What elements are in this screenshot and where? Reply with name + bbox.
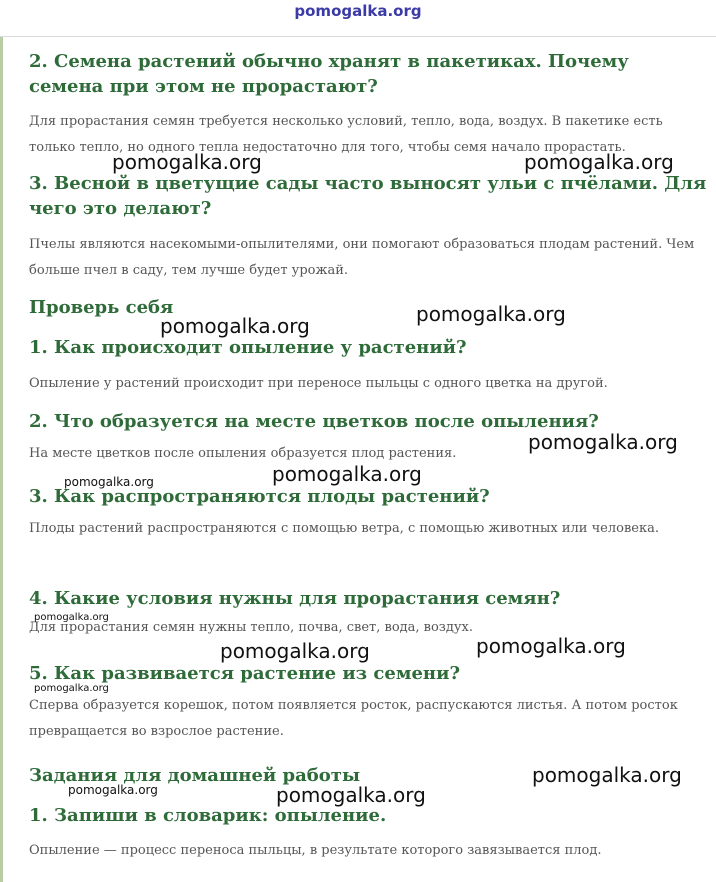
question-block	[29, 586, 709, 641]
watermark: pomogalka.org	[528, 430, 678, 454]
question-heading: 3. Весной в цветущие сады часто выносят ульи с пчёлами. Для чего это делают?	[29, 173, 707, 219]
question-heading: 4. Какие условия нужны для прорастания семян?	[29, 588, 561, 609]
watermark: pomogalka.org	[532, 763, 682, 787]
question-block	[29, 803, 709, 864]
question-heading: 2. Семена растений обычно хранят в пакетиках. Почему семена при этом не прорастают?	[29, 51, 629, 97]
watermark: pomogalka.org	[476, 634, 626, 658]
question-heading: 5. Как развивается растение из семени?	[29, 663, 460, 684]
question-heading: 1. Запиши в словарик: опыление.	[29, 805, 387, 826]
section-heading-block	[29, 295, 709, 320]
answer-text: Пчелы являются насекомыми-опылителями, они помогают образоваться плодам растений. Чем больше пчел в саду, тем лучше будет урожай.	[29, 237, 695, 278]
section-heading: Проверь себя	[29, 297, 174, 318]
watermark: pomogalka.org	[112, 150, 262, 174]
answer-text: На месте цветков после опыления образуется плод растения.	[29, 446, 457, 461]
watermark: pomogalka.org	[524, 150, 674, 174]
watermark: pomogalka.org	[416, 302, 566, 326]
question-block	[29, 49, 709, 161]
question-block	[29, 335, 709, 397]
question-block	[29, 484, 709, 542]
answer-text: Сперва образуется корешок, потом появляется росток, распускаются листья. А потом росток превращается во взрослое растение.	[29, 698, 678, 739]
watermark: pomogalka.org	[64, 475, 154, 489]
watermark: pomogalka.org	[34, 683, 109, 694]
watermark: pomogalka.org	[272, 462, 422, 486]
watermark: pomogalka.org	[68, 783, 158, 797]
answer-text: Плоды растений распространяются с помощью ветра, с помощью животных или человека.	[29, 521, 659, 536]
answer-text: Опыление — процесс переноса пыльцы, в результате которого завязывается плод.	[29, 843, 602, 858]
site-logo[interactable]: pomogalka.org	[294, 2, 422, 20]
question-heading: 1. Как происходит опыление у растений?	[29, 337, 467, 358]
question-heading: 3. Как распространяются плоды растений?	[29, 486, 490, 507]
question-block	[29, 171, 709, 284]
watermark: pomogalka.org	[276, 783, 426, 807]
watermark: pomogalka.org	[220, 639, 370, 663]
answer-text: Опыление у растений происходит при переносе пыльцы с одного цветка на другой.	[29, 376, 608, 391]
answer-text: Для прорастания семян нужны тепло, почва, свет, вода, воздух.	[29, 620, 474, 635]
watermark: pomogalka.org	[160, 314, 310, 338]
top-bar	[0, 0, 716, 37]
section-heading: Задания для домашней работы	[29, 765, 360, 786]
answer-text: Для прорастания семян требуется несколько условий, тепло, вода, воздух. В пакетике есть только тепло, но одного тепла недостаточно для того, чтобы семя начало прорастать.	[29, 114, 663, 155]
watermark: pomogalka.org	[34, 612, 109, 623]
question-block	[29, 661, 709, 745]
question-heading: 2. Что образуется на месте цветков после опыления?	[29, 411, 599, 432]
